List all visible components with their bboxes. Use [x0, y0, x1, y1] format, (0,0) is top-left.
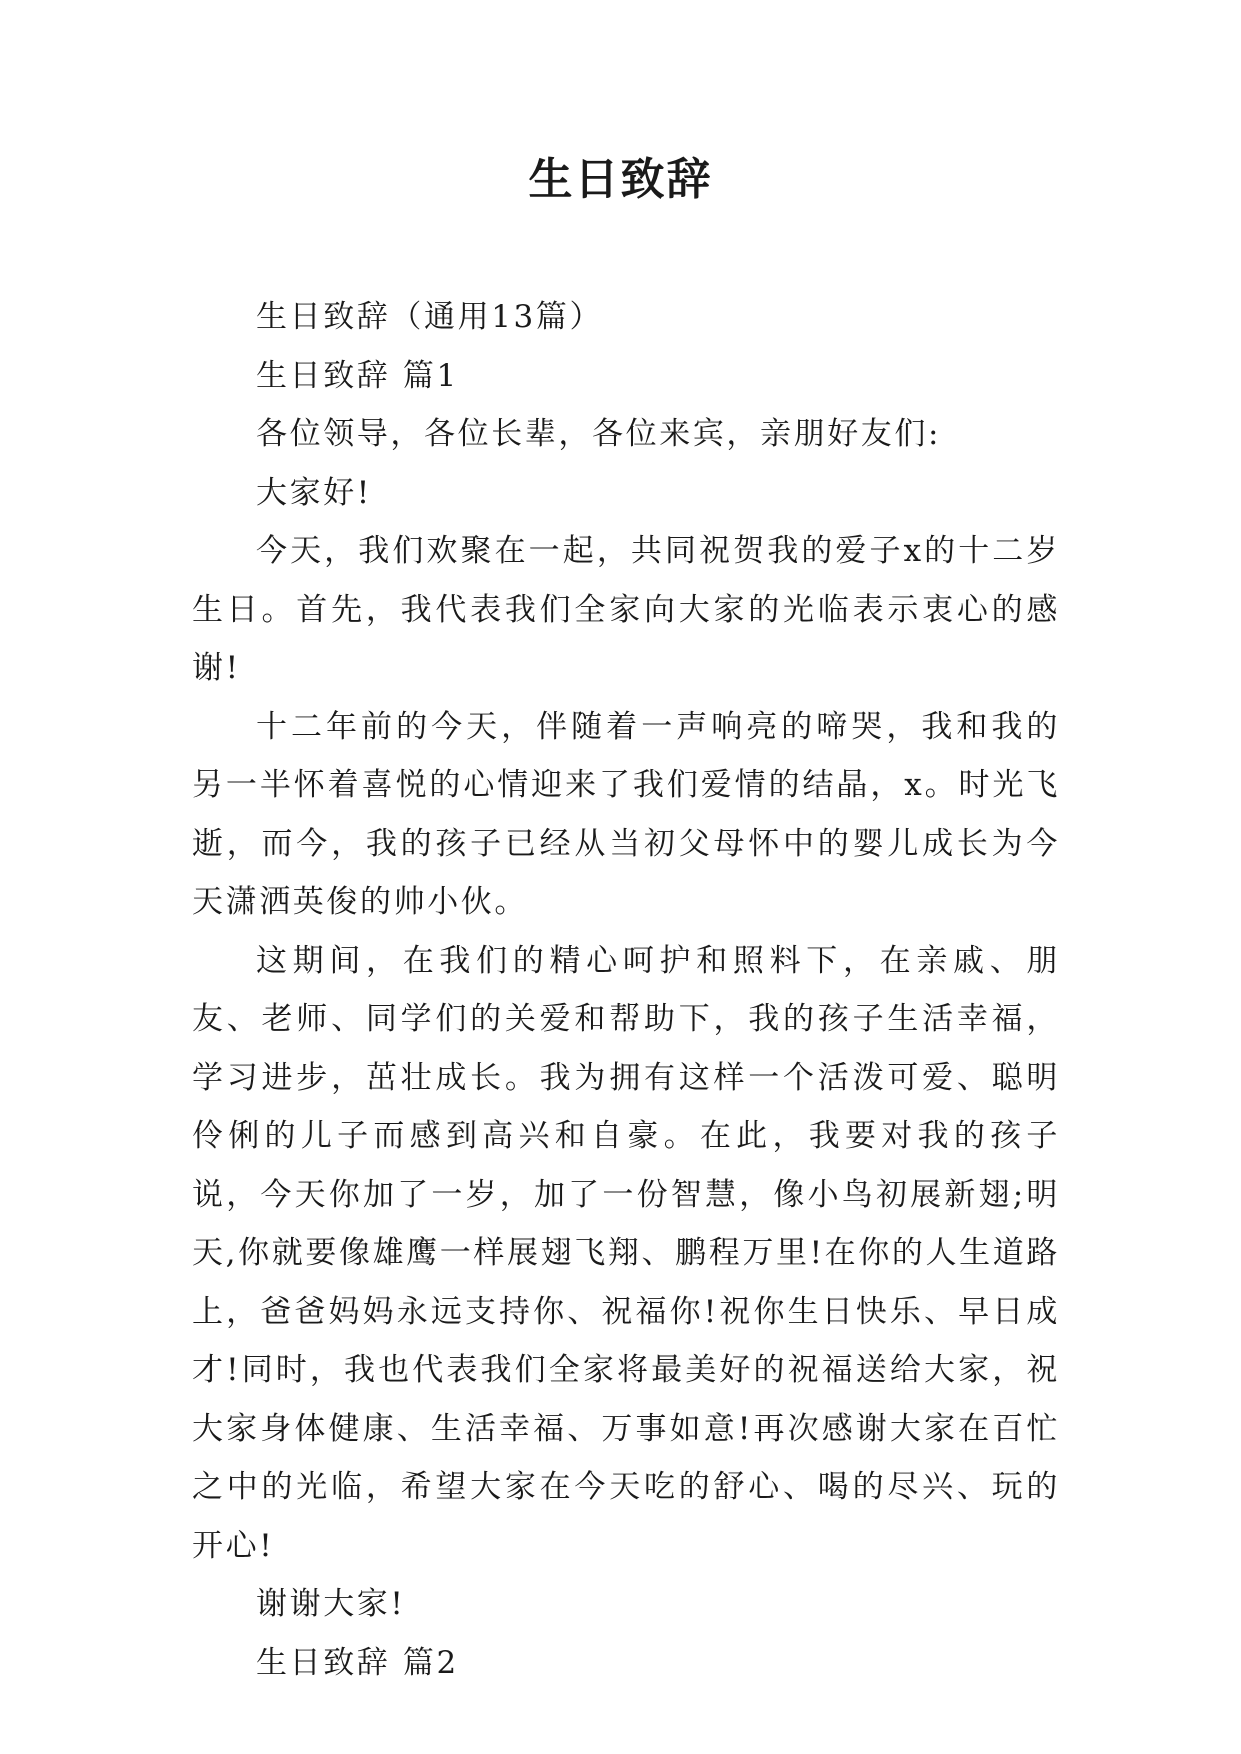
collection-heading: 生日致辞（通用13篇） [256, 299, 604, 335]
document-body [192, 288, 1060, 1692]
closing: 谢谢大家! [256, 1586, 406, 1622]
body-paragraph: 十二年前的今天，伴随着一声响亮的啼哭，我和我的另一半怀着喜悦的心情迎来了我们爱情的结晶，x。时光飞逝，而今，我的孩子已经从当初父母怀中的婴儿成长为今天潇洒英俊的帅小伙。 [192, 708, 1060, 920]
document-title: 生日致辞 [528, 154, 713, 205]
greeting: 大家好! [256, 474, 372, 511]
section-heading-2: 生日致辞 篇2 [256, 1644, 459, 1681]
salutation: 各位领导，各位长辈，各位来宾，亲朋好友们: [256, 416, 942, 452]
body-paragraph: 今天，我们欢聚在一起，共同祝贺我的爱子x的十二岁生日。首先，我代表我们全家向大家的光临表示衷心的感谢! [192, 533, 1060, 686]
section-heading-1: 生日致辞 篇1 [256, 357, 459, 394]
body-paragraph: 这期间，在我们的精心呵护和照料下，在亲戚、朋友、老师、同学们的关爱和帮助下，我的孩子生活幸福，学习进步，茁壮成长。我为拥有这样一个活泼可爱、聪明伶俐的儿子而感到高兴和自豪。在此，我要对我的孩子说，今天你加了一岁，加了一份智慧，像小鸟初展新翅;明天,你就要像雄鹰一样展翅飞翔、鹏程万里!在你的人生道路上，爸爸妈妈永远支持你、祝福你!祝你生日快乐、早日成才!同时，我也代表我们全家将最美好的祝福送给大家，祝大家身体健康、生活幸福、万事如意!再次感谢大家在百忙之中的光临，希望大家在今天吃的舒心、喝的尽兴、玩的开心! [192, 942, 1060, 1564]
